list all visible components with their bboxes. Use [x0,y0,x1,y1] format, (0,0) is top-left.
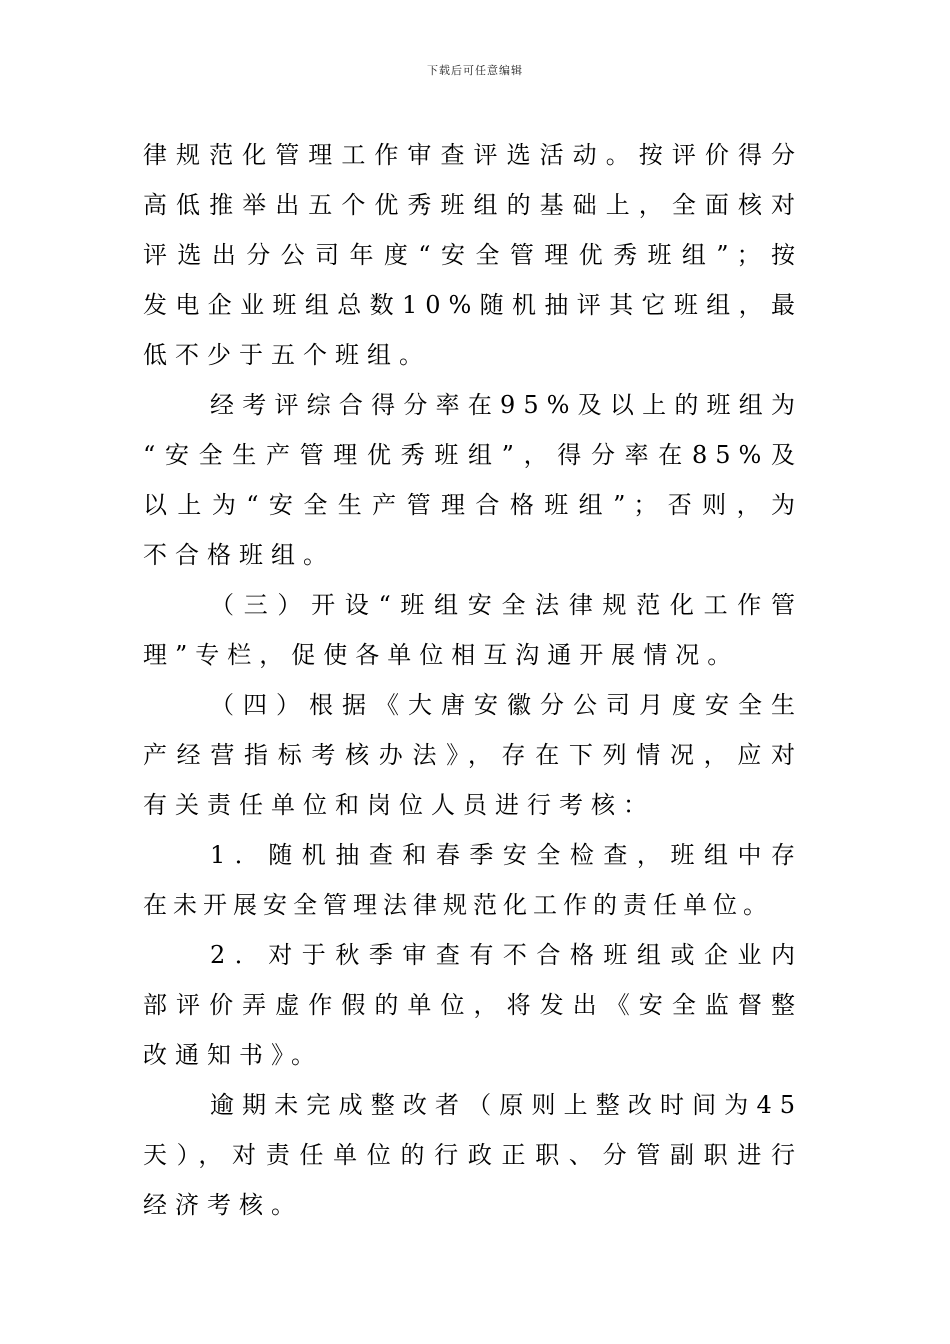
text-line: （四）根据《大唐安徽分公司月度安全生 [210,691,803,719]
text-line: 不合格班组。 [143,541,335,569]
text-line: 产经营指标考核办法》，存在下列情况，应对 [143,741,803,769]
text-line: 律规范化管理工作审查评选活动。按评价得分 [143,141,803,169]
text-line: 逾期未完成整改者（原则上整改时间为45 [210,1091,803,1119]
text-line: 理”专栏，促使各单位相互沟通开展情况。 [143,641,740,669]
text-line: 经济考核。 [143,1191,303,1219]
text-line: 天），对责任单位的行政正职、分管副职进行 [143,1141,803,1169]
text-line: 在未开展安全管理法律规范化工作的责任单位。 [143,891,773,919]
text-line: 部评价弄虚作假的单位，将发出《安全监督整 [143,991,803,1019]
text-line: “安全生产管理优秀班组”，得分率在85%及 [143,441,803,469]
page-header-note: 下载后可任意编辑 [427,64,523,77]
text-line: 经考评综合得分率在95%及以上的班组为 [210,391,803,419]
text-line: 评选出分公司年度“安全管理优秀班组”；按 [143,241,803,269]
text-line: 有关责任单位和岗位人员进行考核： [143,791,655,819]
text-line: 低不少于五个班组。 [143,341,431,369]
document-body [143,130,823,1230]
text-line: 高低推举出五个优秀班组的基础上，全面核对 [143,191,803,219]
text-line: 2．对于秋季审查有不合格班组或企业内 [210,941,803,969]
text-line: 以上为“安全生产管理合格班组”；否则，为 [143,491,803,519]
text-line: （三）开设“班组安全法律规范化工作管 [210,591,803,619]
text-line: 1．随机抽查和春季安全检查，班组中存 [210,841,803,869]
text-line: 改通知书》。 [143,1041,323,1069]
text-line: 发电企业班组总数10%随机抽评其它班组，最 [143,291,803,319]
